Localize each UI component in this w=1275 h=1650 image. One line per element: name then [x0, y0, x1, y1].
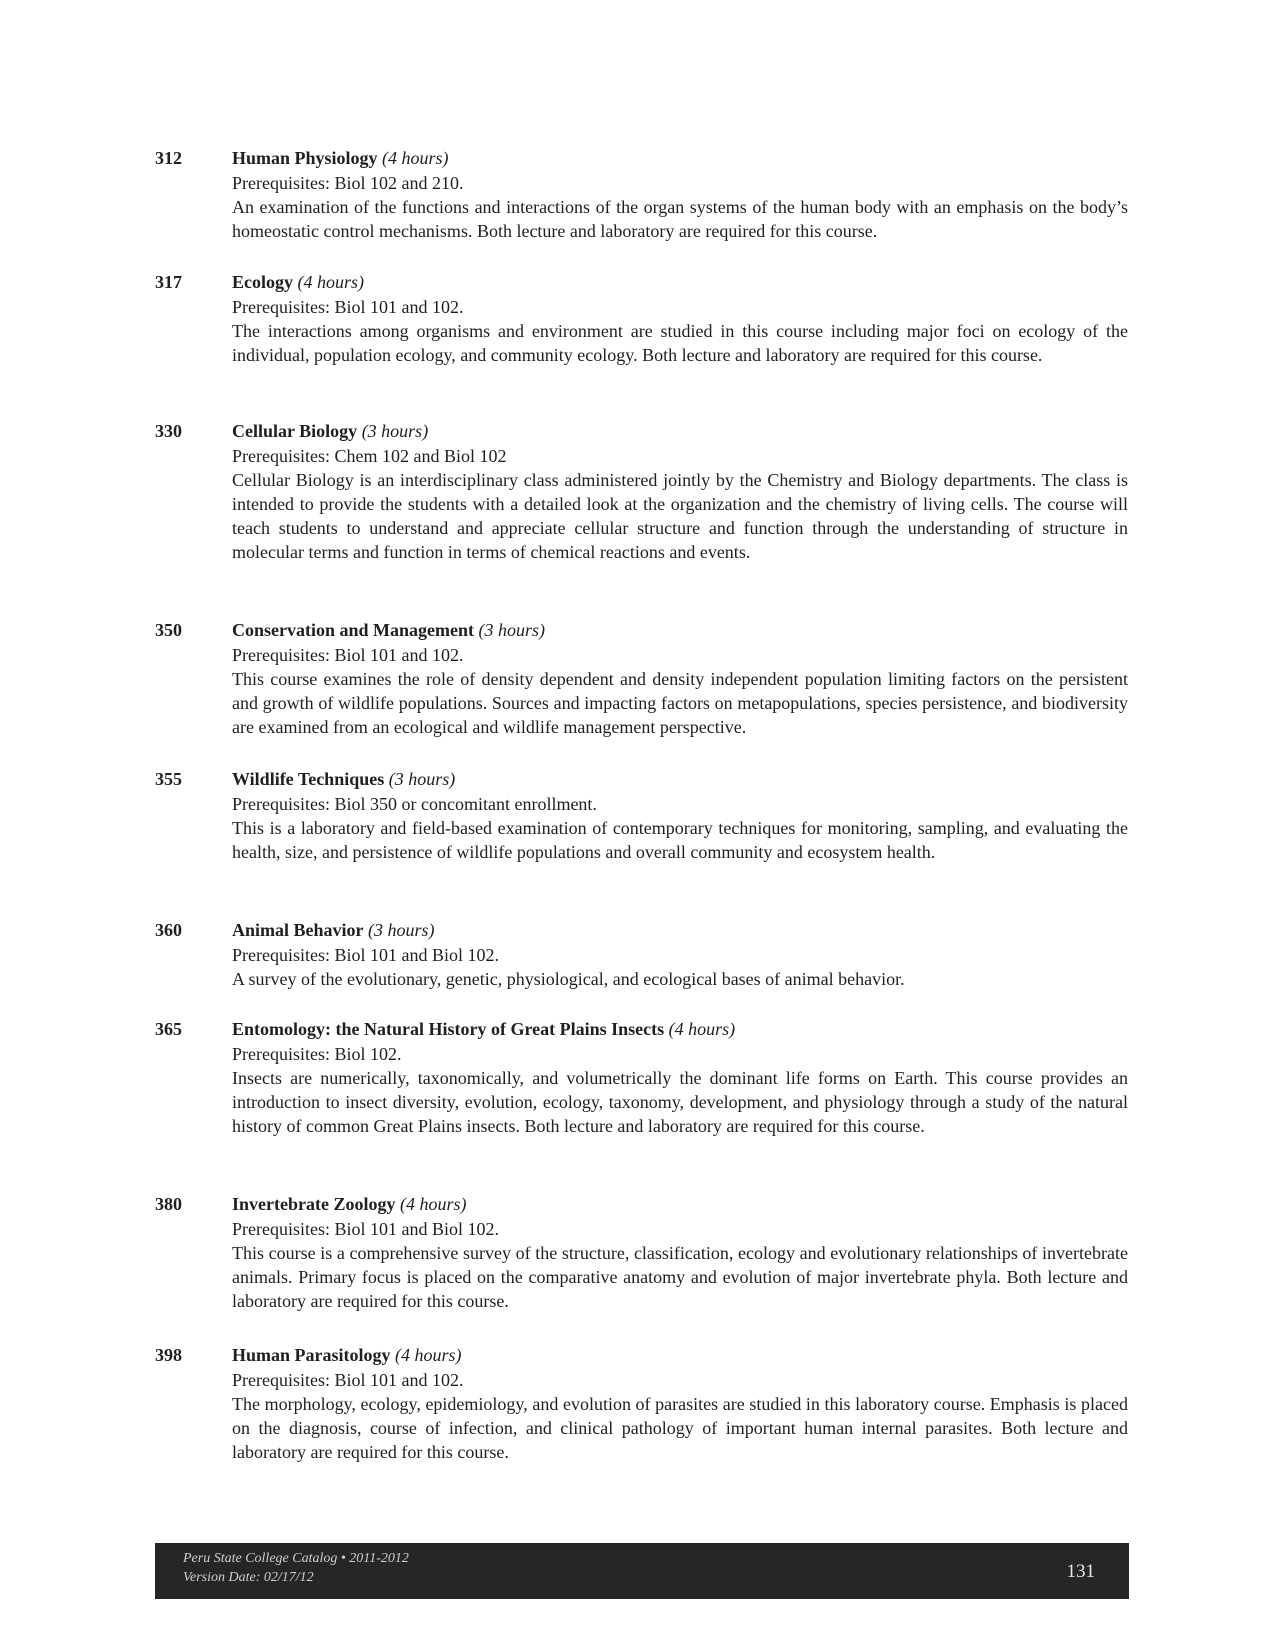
course-body [232, 419, 1128, 564]
course-heading [232, 767, 1128, 792]
course-body [232, 1343, 1128, 1464]
course-description: An examination of the functions and interactions of the organ systems of the human body with an emphasis on the body’s homeostatic control mechanisms. Both lecture and laboratory are required for this course. [232, 197, 1128, 241]
course-prerequisites: Prerequisites: Biol 101 and Biol 102. [232, 945, 499, 965]
course-number: 312 [155, 148, 182, 168]
course-prerequisites: Prerequisites: Biol 101 and 102. [232, 297, 464, 317]
course-number: 380 [155, 1194, 182, 1214]
course-hours: (4 hours) [668, 1019, 736, 1039]
course-description: Cellular Biology is an interdisciplinary class administered jointly by the Chemistry and Biology departments. The class is intended to provide the students with a detailed look at the organization and the chemistry of living cells. The course will teach students to understand and appreciate cellular structure and function through the understanding of structure in molecular terms and function in terms of chemical reactions and events. [232, 470, 1128, 562]
course-prerequisites: Prerequisites: Chem 102 and Biol 102 [232, 446, 507, 466]
course-title: Ecology [232, 272, 293, 292]
course-body [232, 1192, 1128, 1313]
course-body [232, 618, 1128, 739]
course-prerequisites: Prerequisites: Biol 101 and 102. [232, 645, 464, 665]
course-hours: (3 hours) [388, 769, 456, 789]
course-number: 355 [155, 769, 182, 789]
course-prerequisites: Prerequisites: Biol 350 or concomitant enrollment. [232, 794, 597, 814]
course-hours: (4 hours) [382, 148, 449, 168]
course-description: A survey of the evolutionary, genetic, physiological, and ecological bases of animal behavior. [232, 969, 905, 989]
course-heading [232, 1192, 1128, 1217]
course-heading [232, 1343, 1128, 1368]
course-heading [232, 419, 1128, 444]
course-title: Human Parasitology [232, 1345, 391, 1365]
course-hours: (4 hours) [395, 1345, 462, 1365]
course-body [232, 146, 1128, 243]
course-body [232, 918, 1128, 991]
footer-catalog-title: Peru State College Catalog • 2011-2012 [183, 1551, 409, 1566]
course-prerequisites: Prerequisites: Biol 101 and Biol 102. [232, 1219, 499, 1239]
course-heading [232, 918, 1128, 943]
course-heading [232, 618, 1128, 643]
course-description: The interactions among organisms and environment are studied in this course including major foci on ecology of the individual, population ecology, and community ecology. Both lecture and laboratory are required for this course. [232, 321, 1128, 365]
course-body [232, 270, 1128, 367]
course-title: Invertebrate Zoology [232, 1194, 396, 1214]
course-title: Cellular Biology [232, 421, 358, 441]
course-heading [232, 1017, 1128, 1042]
course-hours: (4 hours) [297, 272, 364, 292]
course-title: Human Physiology [232, 148, 378, 168]
course-number: 350 [155, 620, 182, 640]
course-hours: (3 hours) [368, 920, 435, 940]
course-description: This course is a comprehensive survey of the structure, classification, ecology and evolutionary relationships of invertebrate animals. Primary focus is placed on the comparative anatomy and evolution of major invertebrate phyla. Both lecture and laboratory are required for this course. [232, 1243, 1128, 1311]
course-hours: (3 hours) [478, 620, 545, 640]
page-footer [155, 1543, 1129, 1599]
course-heading [232, 270, 1128, 295]
course-title: Animal Behavior [232, 920, 364, 940]
footer-version-date: Version Date: 02/17/12 [183, 1570, 314, 1585]
course-prerequisites: Prerequisites: Biol 102. [232, 1044, 402, 1064]
course-hours: (4 hours) [399, 1194, 467, 1214]
course-body [232, 1017, 1128, 1138]
course-title: Entomology: the Natural History of Great Plains Insects [232, 1019, 665, 1039]
course-number: 317 [155, 272, 182, 292]
course-description: This is a laboratory and field-based examination of contemporary techniques for monitoring, sampling, and evaluating the health, size, and persistence of wildlife populations and overall community and ecosystem health. [232, 818, 1128, 862]
course-body [232, 767, 1128, 864]
course-number: 365 [155, 1019, 182, 1039]
course-description: Insects are numerically, taxonomically, and volumetrically the dominant life forms on Earth. This course provides an introduction to insect diversity, evolution, ecology, taxonomy, development, and physiology through a study of the natural history of common Great Plains insects. Both lecture and laboratory are required for this course. [232, 1068, 1128, 1136]
course-heading [232, 146, 1128, 171]
course-description: This course examines the role of density dependent and density independent population limiting factors on the persistent and growth of wildlife populations. Sources and impacting factors on metapopulations, species persistence, and biodiversity are examined from an ecological and wildlife management perspective. [232, 669, 1128, 737]
page-number: 131 [1066, 1561, 1095, 1582]
course-title: Wildlife Techniques [232, 769, 385, 789]
course-hours: (3 hours) [361, 421, 429, 441]
course-description: The morphology, ecology, epidemiology, and evolution of parasites are studied in this laboratory course. Emphasis is placed on the diagnosis, course of infection, and clinical pathology of important human internal parasites. Both lecture and laboratory are required for this course. [232, 1394, 1128, 1462]
course-prerequisites: Prerequisites: Biol 101 and 102. [232, 1370, 464, 1390]
course-number: 398 [155, 1345, 182, 1365]
course-prerequisites: Prerequisites: Biol 102 and 210. [232, 173, 464, 193]
course-title: Conservation and Management [232, 620, 474, 640]
course-number: 360 [155, 920, 182, 940]
course-number: 330 [155, 421, 182, 441]
